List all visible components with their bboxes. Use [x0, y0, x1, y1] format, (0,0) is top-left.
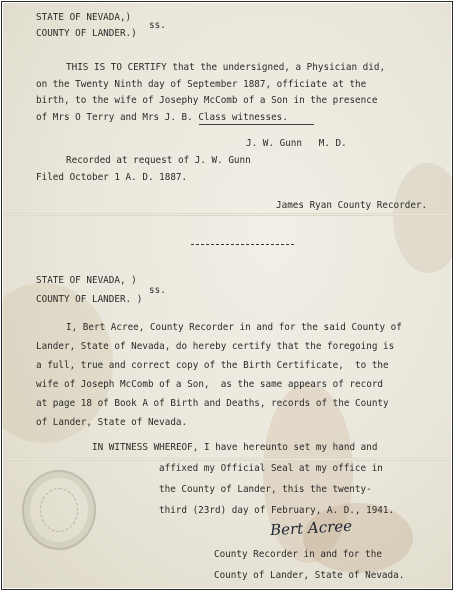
recorder-title-line-2: County of Lander, State of Nevada. [214, 570, 405, 581]
first-county-line: COUNTY OF LANDER.) [36, 28, 137, 39]
witness-line-4: third (23rd) day of February, A. D., 1941. [159, 505, 395, 516]
certify-line-3: birth, to the wife of Josephy McComb of a Son in the presence [36, 95, 378, 106]
embossed-seal [22, 470, 96, 550]
section-divider [191, 244, 294, 245]
recorded-request-line: Recorded at request of J. W. Gunn [66, 155, 251, 166]
first-state-line: STATE OF NEVADA,) [36, 12, 132, 23]
attest-line-1: I, Bert Acree, County Recorder in and for the said County of [66, 322, 402, 333]
attest-line-3: a full, true and correct copy of the Birth Certificate, to the [36, 360, 389, 371]
bert-acree-signature: Bert Acree [269, 516, 353, 540]
filed-line: Filed October 1 A. D. 1887. [36, 172, 188, 183]
second-county-line: COUNTY OF LANDER. ) [36, 294, 143, 305]
underline-mark [199, 124, 314, 125]
document-frame [1, 1, 453, 590]
county-recorder-line: James Ryan County Recorder. [276, 200, 428, 211]
attest-line-6: of Lander, State of Nevada. [36, 417, 188, 428]
recorder-title-line-1: County Recorder in and for the [214, 549, 382, 560]
physician-signature-line: J. W. Gunn M. D. [246, 138, 347, 149]
certify-line-2: on the Twenty Ninth day of September 1887, officiate at the [36, 79, 367, 90]
second-state-line: STATE OF NEVADA, ) [36, 275, 137, 286]
witness-line-2: affixed my Official Seal at my office in [159, 463, 383, 474]
stain [393, 163, 453, 273]
first-ss-mark: ss. [149, 20, 166, 31]
fold-line [3, 458, 451, 461]
attest-line-4: wife of Joseph McComb of a Son, as the same appears of record [36, 379, 384, 390]
certify-line-1: THIS IS TO CERTIFY that the undersigned, a Physician did, [66, 62, 386, 73]
fold-line [3, 213, 451, 216]
certify-line-4: of Mrs O Terry and Mrs J. B. Class witnesses. [36, 112, 288, 123]
second-ss-mark: ss. [149, 285, 166, 296]
witness-line-1: IN WITNESS WHEREOF, I have hereunto set my hand and [92, 442, 378, 453]
attest-line-5: at page 18 of Book A of Birth and Deaths, records of the County [36, 398, 389, 409]
attest-line-2: Lander, State of Nevada, do hereby certify that the foregoing is [36, 341, 395, 352]
witness-line-3: the County of Lander, this the twenty- [159, 484, 372, 495]
